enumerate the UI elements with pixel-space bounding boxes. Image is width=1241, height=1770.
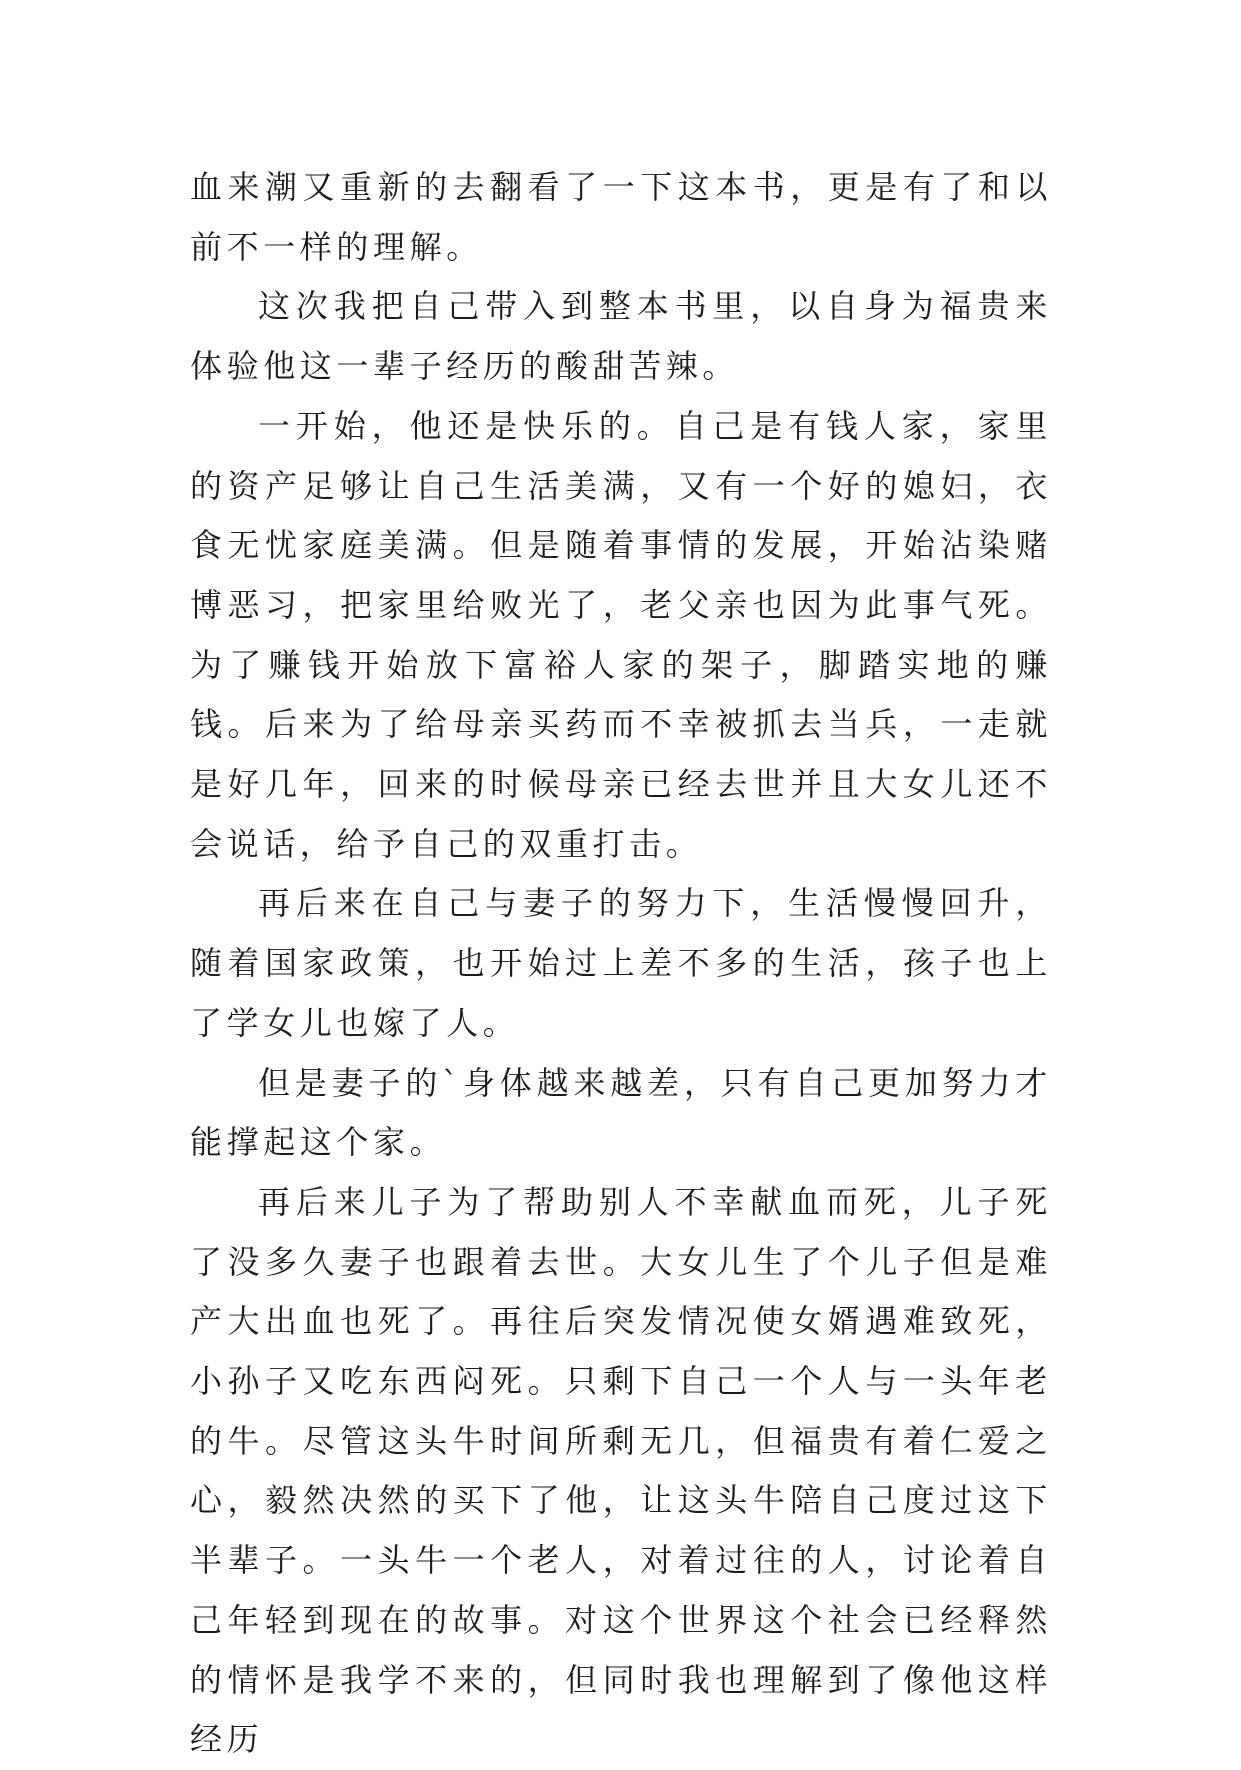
paragraph: 再后来在自己与妻子的努力下，生活慢慢回升，随着国家政策，也开始过上差不多的生活，孩子也上了学女儿也嫁了人。 [190, 884, 1052, 1042]
document-body [190, 158, 1052, 1770]
paragraph: 但是妻子的`身体越来越差，只有自己更加努力才能撑起这个家。 [190, 1063, 1052, 1162]
paragraph: 血来潮又重新的去翻看了一下这本书，更是有了和以前不一样的理解。 [190, 168, 1052, 266]
paragraph: 这次我把自己带入到整本书里，以自身为福贵来体验他这一辈子经历的酸甜苦辣。 [190, 287, 1052, 386]
paragraph: 再后来儿子为了帮助别人不幸献血而死，儿子死了没多久妻子也跟着去世。大女儿生了个儿子但是难产大出血也死了。再往后突发情况使女婿遇难致死，小孙子又吃东西闷死。只剩下自己一个人与一头年老的牛。尽管这头牛时间所剩无几，但福贵有着仁爱之心，毅然决然的买下了他，让这头牛陪自己度过这下半辈子。一头牛一个老人，对着过往的人，讨论着自己年轻到现在的故事。对这个世界这个社会已经释然的情怀是我学不来的，但同时我也理解到了像他这样经历 [190, 1182, 1052, 1759]
paragraph: 一开始，他还是快乐的。自己是有钱人家，家里的资产足够让自己生活美满，又有一个好的媳妇，衣食无忧家庭美满。但是随着事情的发展，开始沾染赌博恶习，把家里给败光了，老父亲也因为此事气死。为了赚钱开始放下富裕人家的架子，脚踏实地的赚钱。后来为了给母亲买药而不幸被抓去当兵，一走就是好几年，回来的时候母亲已经去世并且大女儿还不会说话，给予自己的双重打击。 [190, 406, 1052, 863]
